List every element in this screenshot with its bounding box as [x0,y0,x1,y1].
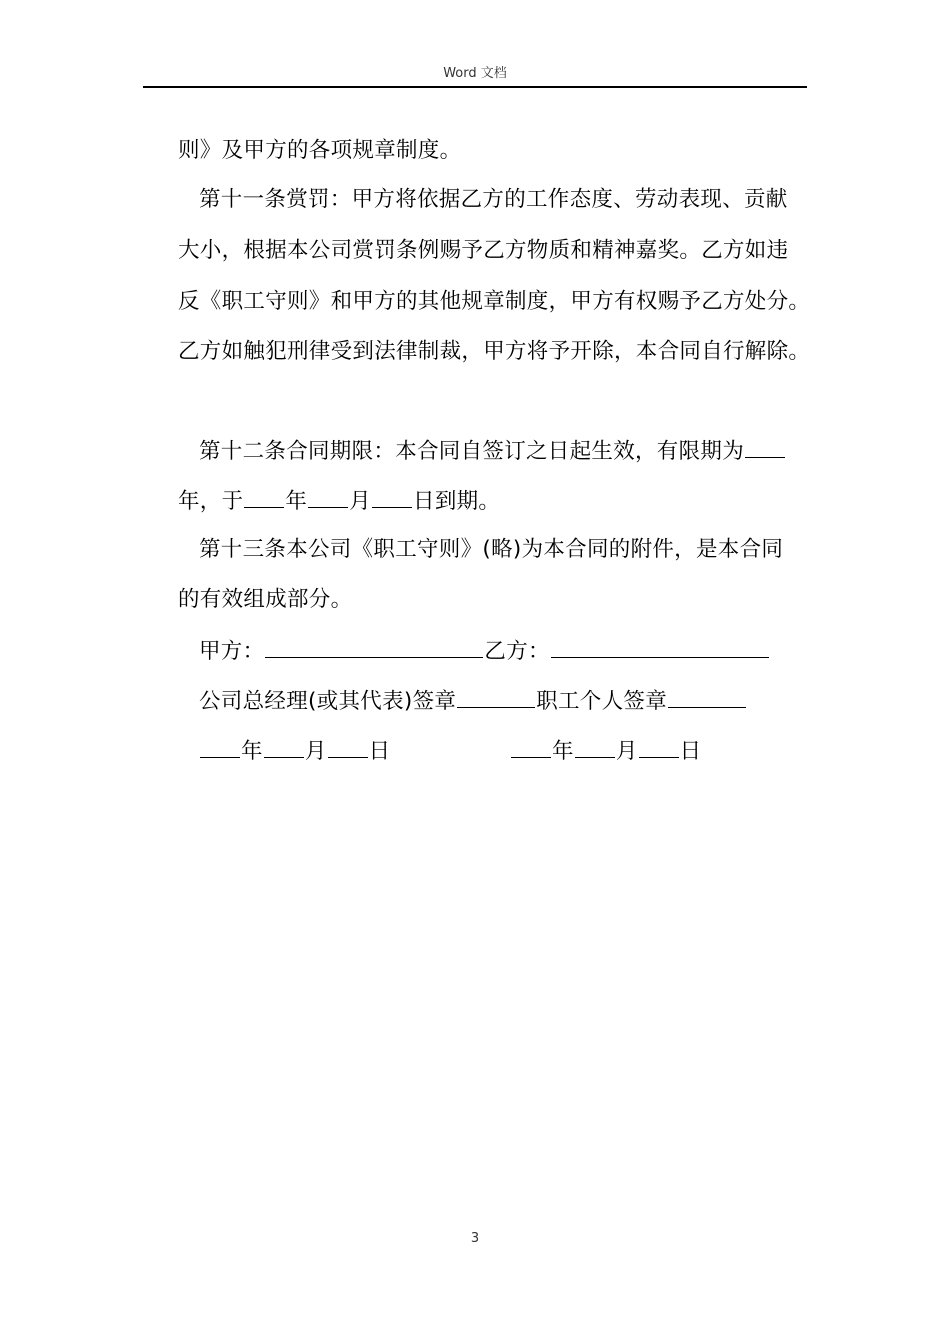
party-a-blank[interactable] [265,635,483,658]
stamp-signature-line [199,685,747,717]
party-b-day-blank[interactable] [639,735,679,758]
manager-stamp-blank[interactable] [457,685,535,708]
article-12-line-2 [178,485,500,517]
article-12-text: 第十二条合同期限：本合同自签订之日起生效，有限期为 [199,439,745,464]
article-11-line-1: 第十一条赏罚：甲方将依据乙方的工作态度、劳动表现、贡献 [199,187,788,212]
article-13-line-1: 第十三条本公司《职工守则》(略)为本合同的附件，是本合同 [199,537,784,562]
article-12-line-1 [199,435,786,467]
employee-sign-blank[interactable] [668,685,746,708]
party-a-year-blank[interactable] [200,735,240,758]
year-label: 年 [552,739,574,764]
party-signature-line [199,635,770,667]
month-label: 月 [349,489,372,514]
article-11-line-4: 乙方如触犯刑律受到法律制裁，甲方将予开除，本合同自行解除。 [178,339,811,364]
day-label: 日 [679,739,702,764]
article-11-line-3: 反《职工守则》和甲方的其他规章制度，甲方有权赐予乙方处分。 [178,289,811,314]
party-b-year-blank[interactable] [511,735,551,758]
article-12-suffix: 日到期。 [413,489,501,514]
article-12-prefix: 年，于 [178,489,244,514]
party-b-date-line [510,735,701,767]
term-years-blank[interactable] [745,435,785,458]
month-label: 月 [615,739,638,764]
end-month-blank[interactable] [308,485,348,508]
party-a-month-blank[interactable] [264,735,304,758]
day-label: 日 [368,739,391,764]
party-b-month-blank[interactable] [575,735,615,758]
header-divider [143,86,807,88]
year-label: 年 [241,739,263,764]
end-day-blank[interactable] [372,485,412,508]
page-number: 3 [470,1231,480,1246]
end-year-blank[interactable] [244,485,284,508]
party-b-blank[interactable] [551,635,769,658]
party-a-day-blank[interactable] [328,735,368,758]
party-a-label: 甲方： [199,639,265,664]
manager-stamp-label: 公司总经理(或其代表)签章 [199,689,457,714]
party-a-date-line [199,735,390,767]
article-13-line-2: 的有效组成部分。 [178,587,353,612]
employee-sign-label: 职工个人签章 [536,689,667,714]
month-label: 月 [304,739,327,764]
year-label: 年 [285,489,308,514]
party-b-label: 乙方： [484,639,550,664]
paragraph-line: 则》及甲方的各项规章制度。 [178,138,462,163]
page-header: Word 文档 [443,66,507,81]
article-11-line-2: 大小，根据本公司赏罚条例赐予乙方物质和精神嘉奖。乙方如违 [178,238,789,263]
